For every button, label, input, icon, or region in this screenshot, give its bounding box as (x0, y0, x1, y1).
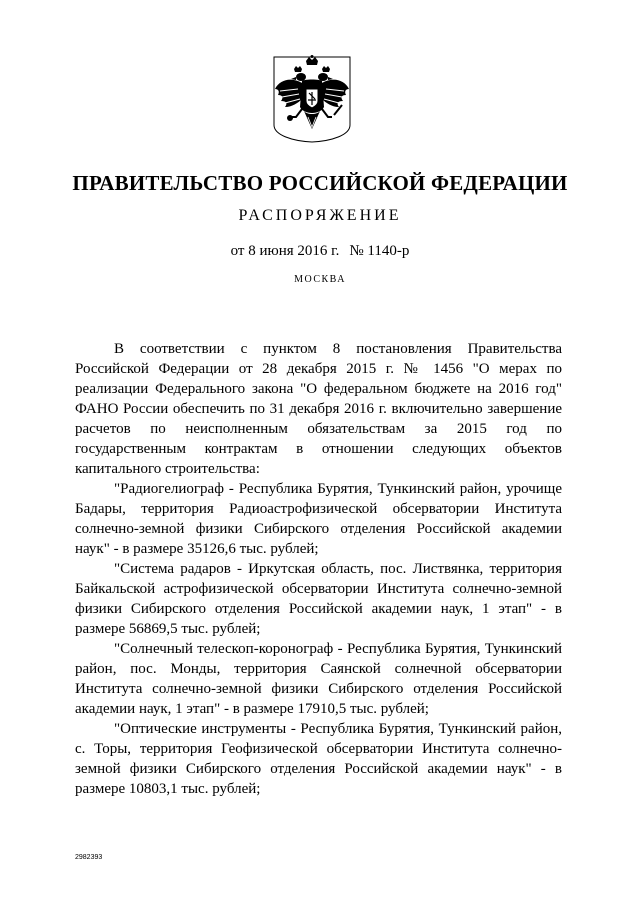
document-date-number (0, 241, 640, 261)
document-type: РАСПОРЯЖЕНИЕ (238, 207, 402, 224)
document-city: МОСКВА (294, 274, 346, 285)
paragraph: "Оптические инструменты - Республика Бурятия, Тункинский район, с. Торы, территория Геофизической обсерватории Института солнечно-земной физики Сибирского отделения Российской академии наук" - в размере 10803,1 тыс. рублей; (75, 721, 562, 797)
document-date: от 8 июня 2016 г. (230, 243, 340, 259)
document-body (75, 339, 562, 799)
paragraph: "Солнечный телескоп-коронограф - Республика Бурятия, Тункинский район, пос. Монды, территория Саянской солнечной обсерватории Института солнечно-земной физики Сибирского отделения Российской академии наук, 1 этап" - в размере 17910,5 тыс. рублей; (75, 641, 562, 717)
paragraph: "Система радаров - Иркутская область, пос. Листвянка, территория Байкальской астрофизической обсерватории Института солнечно-земной физики Сибирского отделения Российской академии наук, 1 этап" - в размере 56869,5 тыс. рублей; (75, 561, 562, 637)
paragraph: В соответствии с пунктом 8 постановления Правительства Российской Федерации от 28 декабря 2015 г. № 1456 "О мерах по реализации Федерального закона "О федеральном бюджете на 2016 год" ФАНО России обеспечить по 31 декабря 2016 г. включительно завершение расчетов по неисполненным обязательствам за 2015 год по государственным контрактам в отношении следующих объектов капитального строительства: (75, 341, 562, 477)
paragraph: "Радиогелиограф - Республика Бурятия, Тункинский район, урочище Бадары, территория Радиоастрофизической обсерватории Института солнечно-земной физики Сибирского отделения Российской академии наук" - в размере 35126,6 тыс. рублей; (75, 481, 562, 557)
russian-coat-of-arms-icon (272, 55, 352, 143)
footer-document-code: 2982393 (75, 854, 103, 861)
document-number: № 1140-р (349, 243, 410, 259)
organization-title: ПРАВИТЕЛЬСТВО РОССИЙСКОЙ ФЕДЕРАЦИИ (72, 171, 568, 195)
